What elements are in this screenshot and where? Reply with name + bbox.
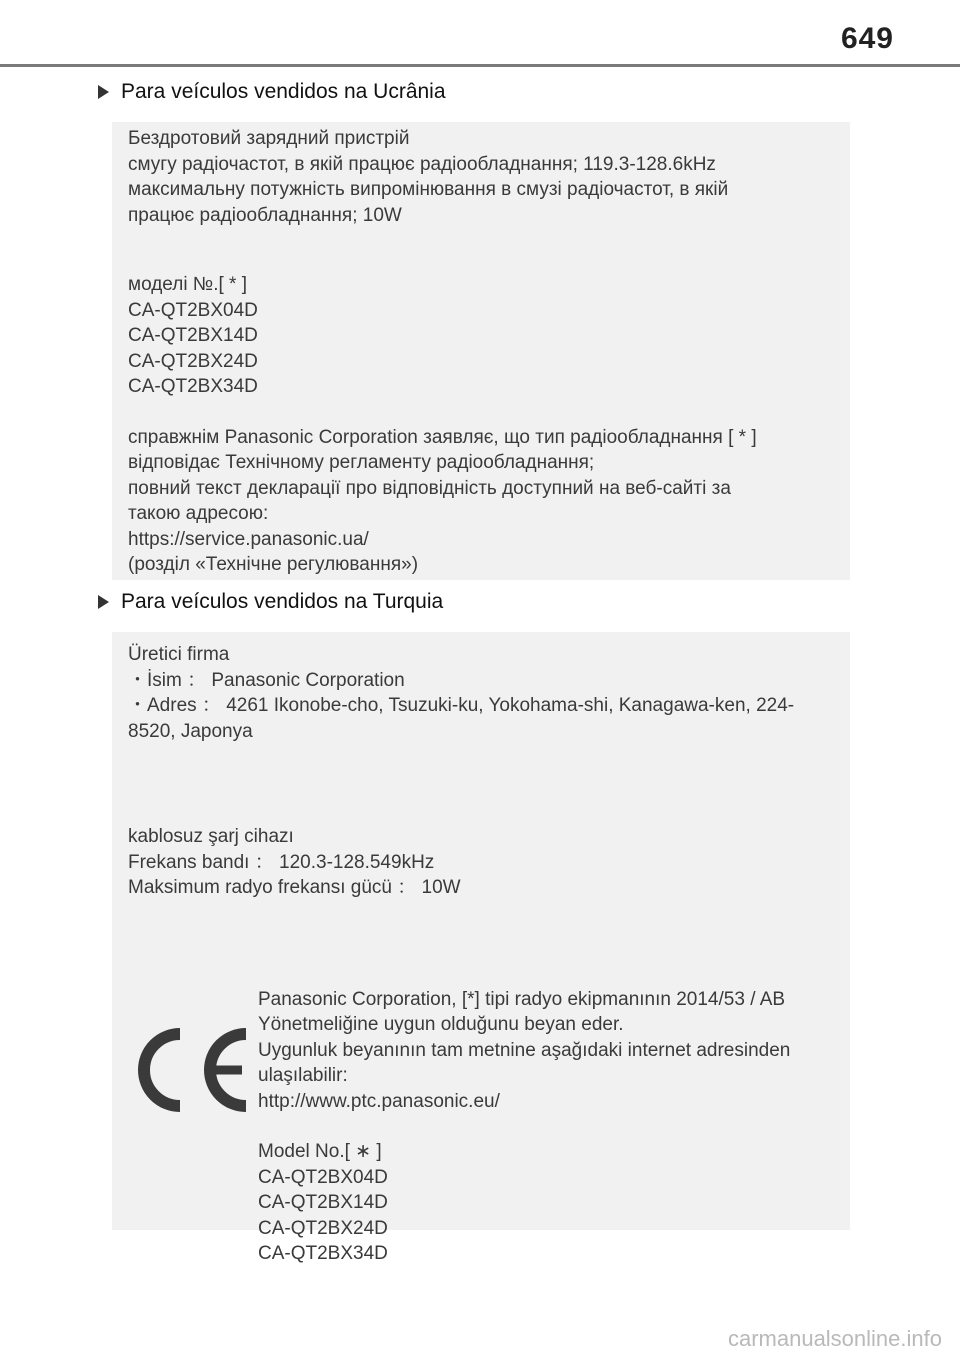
turkey-manufacturer-line: 8520, Japonya <box>128 720 253 742</box>
ukraine-panel <box>112 122 850 580</box>
ukraine-model-line: CA-QT2BX24D <box>128 350 258 372</box>
ce-mark-icon <box>128 1020 258 1120</box>
page-number: 649 <box>840 22 894 55</box>
ukraine-model-line: моделі №.[ * ] <box>128 274 247 295</box>
ce-text-line: Yönetmeliğine uygun olduğunu beyan eder. <box>258 1014 624 1035</box>
turkey-spec-line: Frekans bandı ： 120.3-128.549kHz <box>128 851 435 873</box>
section-heading-text: Para veículos vendidos na Turquia <box>121 590 444 613</box>
ukraine-declaration-line: такою адресою: <box>128 503 269 524</box>
turkey-manufacturer-line: ・Adres ： 4261 Ikonobe-cho, Tsuzuki-ku, Yokohama-shi, Kanagawa-ken, 224- <box>128 695 795 716</box>
turkey-panel <box>112 632 850 1264</box>
turkey-manufacturer-line: ・İsim ： Panasonic Corporation <box>128 669 405 691</box>
turkey-model-line: CA-QT2BX34D <box>258 1243 388 1264</box>
header-rule <box>0 64 960 67</box>
ukraine-line: Бездротовий зарядний пристрій <box>128 128 410 149</box>
turkey-manufacturer-line: Üretici firma <box>128 644 230 665</box>
ukraine-model-line: CA-QT2BX14D <box>128 325 258 346</box>
ce-text-line: Uygunluk beyanının tam metnine aşağıdaki internet adresinden <box>258 1039 791 1061</box>
turkey-model-line: Model No.[ ∗ ] <box>258 1141 382 1162</box>
ukraine-declaration-line: справжнім Panasonic Corporation заявляє, що тип радіообладнання [ * ] <box>128 426 757 448</box>
section-heading-turkey <box>98 590 443 614</box>
triangle-bullet-icon <box>98 85 109 99</box>
turkey-model-line: CA-QT2BX24D <box>258 1217 388 1239</box>
ukraine-url: https://service.panasonic.ua/ <box>128 528 369 550</box>
ukraine-line: працює радіообладнання; 10W <box>128 204 402 226</box>
section-heading-text: Para veículos vendidos na Ucrânia <box>121 80 446 103</box>
ukraine-line: максимальну потужність випромінювання в смузі радіочастот, в якій <box>128 179 729 200</box>
ce-text-line: Panasonic Corporation, [*] tipi radyo ekipmanının 2014/53 / AB <box>258 988 786 1010</box>
turkey-spec-line: kablosuz şarj cihazı <box>128 826 294 847</box>
turkey-spec-line: Maksimum radyo frekansı gücü ： 10W <box>128 877 461 898</box>
ukraine-declaration-line: відповідає Технічному регламенту радіообладнання; <box>128 452 595 473</box>
ukraine-declaration-line: (розділ «Технічне регулювання») <box>128 554 419 575</box>
ukraine-declaration-line: повний текст декларації про відповідність доступний на веб-сайті за <box>128 477 731 499</box>
ukraine-line: смугу радіочастот, в якій працює радіообладнання; 119.3-128.6kHz <box>128 153 716 175</box>
ce-url: http://www.ptc.panasonic.eu/ <box>258 1090 500 1112</box>
watermark: carmanualsonline.info <box>727 1326 942 1351</box>
ukraine-model-line: CA-QT2BX04D <box>128 299 258 321</box>
turkey-model-line: CA-QT2BX04D <box>258 1166 388 1188</box>
turkey-model-line: CA-QT2BX14D <box>258 1192 388 1213</box>
ukraine-model-line: CA-QT2BX34D <box>128 376 258 397</box>
ce-text-line: ulaşılabilir: <box>258 1065 348 1086</box>
section-heading-ukraine <box>98 80 446 104</box>
triangle-bullet-icon <box>98 595 109 609</box>
ce-text-column <box>258 987 790 1267</box>
ce-declaration-block <box>128 987 834 1267</box>
